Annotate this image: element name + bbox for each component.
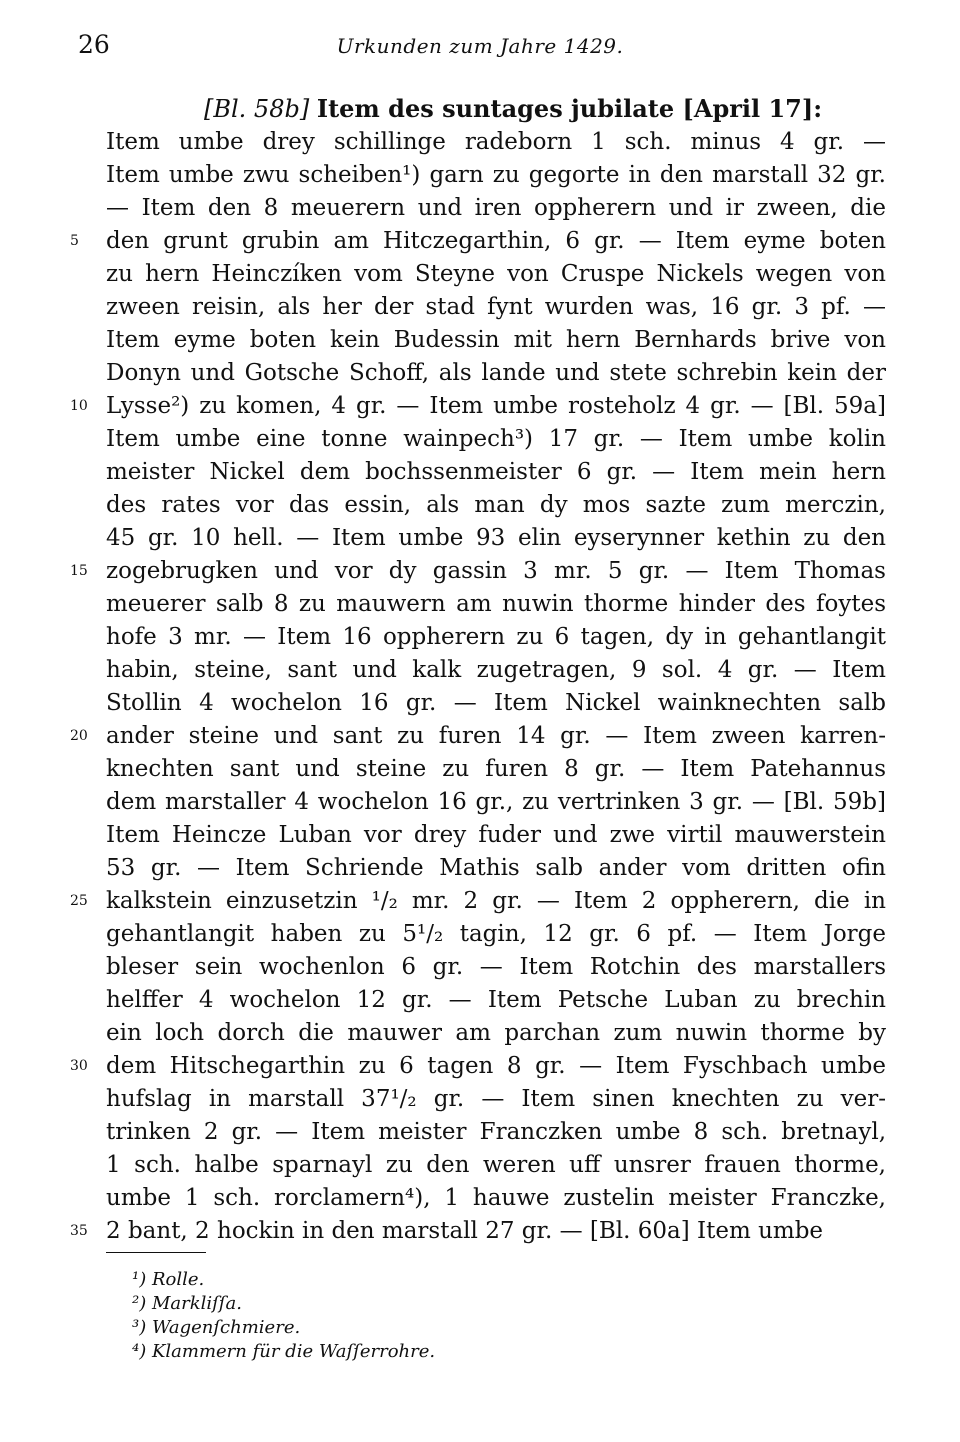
footnote: ³) Wagenſchmiere. — [132, 1317, 301, 1338]
text-line: trinken 2 gr. — Item meister Franczken umbe 8 sch. bretnayl, — [106, 1119, 886, 1145]
text-line: ander steine und sant zu furen 14 gr. — Item zween karren- — [106, 723, 886, 749]
footnote-rule — [106, 1252, 206, 1253]
text-line: 2 bant, 2 hockin in den marstall 27 gr. — [Bl. 60a] Item umbe — [106, 1218, 824, 1244]
text-line: zu hern Heinczíken vom Steyne von Cruspe Nickels wegen von — [106, 261, 886, 287]
text-line: des rates vor das essin, als man dy mos sazte zum merczin, — [106, 492, 886, 518]
text-line: umbe 1 sch. rorclamern⁴), 1 hauwe zustelin meister Franczke, — [106, 1185, 886, 1211]
line-number: 10 — [70, 398, 88, 414]
text-line: Donyn und Gotsche Schoff, als lande und stete schrebin kein der — [106, 360, 886, 386]
text-line: Lysse²) zu komen, 4 gr. — Item umbe rosteholz 4 gr. — [Bl. 59a] — [106, 393, 886, 419]
text-line: meister Nickel dem bochssenmeister 6 gr. — Item mein hern — [106, 459, 886, 485]
text-line: Stollin 4 wochelon 16 gr. — Item Nickel wainknechten salb — [106, 690, 886, 716]
line-number: 20 — [70, 728, 88, 744]
line-number: 30 — [70, 1058, 88, 1074]
line-number: 5 — [70, 233, 79, 249]
running-head: Urkunden zum Jahre 1429. — [336, 34, 624, 58]
text-line: Item Heincze Luban vor drey fuder und zwe virtil mauwerstein — [106, 822, 886, 848]
text-line: zween reisin, als her der stad fynt wurden was, 16 gr. 3 pf. — — [106, 294, 886, 320]
text-line: dem Hitschegarthin zu 6 tagen 8 gr. — Item Fyschbach umbe — [106, 1053, 886, 1079]
text-line: 53 gr. — Item Schriende Mathis salb ander vom dritten ofin — [106, 855, 886, 881]
text-line: bleser sein wochenlon 6 gr. — Item Rotchin des marstallers — [106, 954, 886, 980]
text-line: Item umbe drey schillinge radeborn 1 sch. minus 4 gr. — — [106, 129, 886, 155]
text-line: — Item den 8 meuerern und iren oppherern und ir zween, die — [106, 195, 886, 221]
text-line: dem marstaller 4 wochelon 16 gr., zu vertrinken 3 gr. — [Bl. 59b] — [106, 789, 886, 815]
text-line: gehantlangit haben zu 5¹/₂ tagin, 12 gr. 6 pf. — Item Jorge — [106, 921, 886, 947]
text-line: hufslag in marstall 37¹/₂ gr. — Item sinen knechten zu ver- — [106, 1086, 886, 1112]
footnote: ⁴) Klammern für die Waſſerrohre. — [132, 1341, 436, 1362]
footnote: ²) Markliſſa. — [132, 1293, 242, 1314]
text-line: kalkstein einzusetzin ¹/₂ mr. 2 gr. — Item 2 oppherern, die in — [106, 888, 886, 914]
text-line: 45 gr. 10 hell. — Item umbe 93 elin eyserynner kethin zu den — [106, 525, 886, 551]
text-line: zogebrugken und vor dy gassin 3 mr. 5 gr. — Item Thomas — [106, 558, 886, 584]
text-line: hofe 3 mr. — Item 16 oppherern zu 6 tagen, dy in gehantlangit — [106, 624, 886, 650]
text-line: habin, steine, sant und kalk zugetragen, 9 sol. 4 gr. — Item — [106, 657, 886, 683]
text-line: Item umbe eine tonne wainpech³) 17 gr. — Item umbe kolin — [106, 426, 886, 452]
text-line: knechten sant und steine zu furen 8 gr. — Item Patehannus — [106, 756, 886, 782]
line-number: 35 — [70, 1223, 88, 1239]
section-heading — [204, 94, 822, 124]
text-line: Item umbe zwu scheiben¹) garn zu gegorte in den marstall 32 gr. — [106, 162, 886, 188]
text-line: ein loch dorch die mauwer am parchan zum nuwin thorme by — [106, 1020, 886, 1046]
footnote: ¹) Rolle. — [132, 1269, 205, 1290]
line-number: 25 — [70, 893, 88, 909]
folio-reference: [Bl. 58b] — [204, 95, 310, 123]
text-line: meuerer salb 8 zu mauwern am nuwin thorme hinder des foytes — [106, 591, 886, 617]
line-number: 15 — [70, 563, 88, 579]
text-line: helffer 4 wochelon 12 gr. — Item Petsche Luban zu brechin — [106, 987, 886, 1013]
page-number: 26 — [78, 30, 110, 59]
text-line: Item eyme boten kein Budessin mit hern Bernhards brive von — [106, 327, 886, 353]
text-line: den grunt grubin am Hitczegarthin, 6 gr. — Item eyme boten — [106, 228, 886, 254]
heading-text: Item des suntages jubilate [April 17]: — [316, 94, 823, 123]
text-line: 1 sch. halbe sparnayl zu den weren uff unsrer frauen thorme, — [106, 1152, 886, 1178]
